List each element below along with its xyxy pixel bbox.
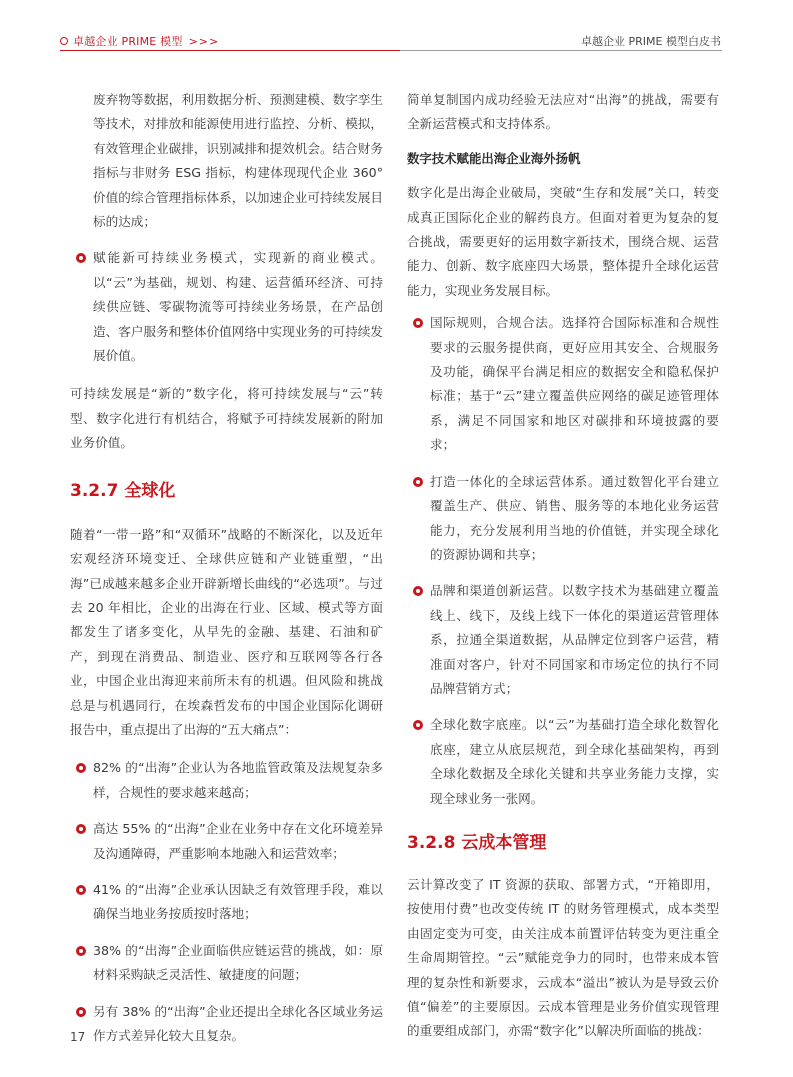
list-item (407, 470, 719, 568)
bullet-text: 赋能新可持续业务模式，实现新的商业模式。以“云”为基础，规划、构建、运营循环经济、可持续供应链、零碳物流等可持续业务场景，在产品创造、客户服务和整体价值网络中实现业务的可持续发展价值。 (93, 250, 383, 364)
list-item (70, 246, 383, 368)
bullet-text: 国际规则，合规合法。选择符合国际标准和合规性要求的云服务提供商，更好应用其安全、合规服务及功能，确保平台满足相应的数据安全和隐私保护标准；基于“云”建立覆盖供应网络的碳足迹管理体系，满足不同国家和地区对碳排和环境披露的要求； (430, 315, 719, 453)
bullet-icon (76, 763, 86, 773)
paragraph: 数字化是出海企业破局，突破“生存和发展”关口，转变成真正国际化企业的解药良方。但面对着更为复杂的复合挑战，需要更好的运用数字新技术，围绕合规、运营能力、创新、数字底座四大场景，整体提升全球化运营能力，实现业务发展目标。 (407, 185, 719, 298)
bullet-text: 另有 38% 的“出海”企业还提出全球化各区域业务运作方式差异化较大且复杂。 (93, 1003, 383, 1043)
bullet-text: 38% 的“出海”企业面临供应链运营的挑战，如：原材料采购缺乏灵活性、敏捷度的问题； (93, 942, 383, 983)
section-heading-cloud-cost: 3.2.8 云成本管理 (407, 832, 547, 853)
bullet-icon (76, 1007, 86, 1017)
list-item (407, 579, 719, 701)
list-item (70, 817, 383, 866)
bullet-icon (413, 720, 423, 730)
header-doc-title: 卓越企业 PRIME 模型白皮书 (581, 35, 721, 48)
bullet-icon (413, 586, 423, 596)
list-item (70, 878, 383, 927)
bullet-text: 废弃物等数据，利用数据分析、预测建模、数字孪生等技术，对排放和能源使用进行监控、分析、模拟，有效管理企业碳排，识别减排和提效机会。结合财务指标与非财务 ESG 指标，构建体现现代企业 360° 价值的综合管理指标体系，以加速企业可持续发展目标的达成； (93, 92, 383, 230)
subsection-heading: 数字技术赋能出海企业海外扬帆 (407, 150, 581, 166)
ring-icon (60, 37, 68, 45)
bullet-icon (413, 318, 423, 328)
bullet-text: 全球化数字底座。以“云”为基础打造全球化数智化底座，建立从底层规范，到全球化基础架构，再到全球化数据及全球化关键和共享业务能力支撑，实现全球业务一张网。 (430, 717, 719, 806)
page-header (0, 0, 793, 50)
paragraph: 云计算改变了 IT 资源的获取、部署方式，“开箱即用，按使用付费”也改变传统 IT 的财务管理模式，成本类型由固定变为可变，由关注成本前置评估转变为更注重全生命周期管控。“云”赋能竞争力的同时，也带来成本管理的复杂性和新要求，云成本“溢出”被认为是导致云价值“偏差”的主要原因。云成本管理是业务价值实现管理的重要组成部门，亦需“数字化”以解决所面临的挑战： (407, 876, 719, 1039)
paragraph: 随着“一带一路”和“双循环”战略的不断深化，以及近年宏观经济环境变迁、全球供应链和产业链重塑，“出海”已成越来越多企业开辟新增长曲线的“必选项”。与过去 20 年相比，企业的出海在行业、区域、模式等方面都发生了诸多变化，从早先的金融、基建、石油和矿产，到现在消费品、制造业、医疗和互联网等各行各业，中国企业出海迎来前所未有的机遇。但风险和挑战总是与机遇同行，在埃森哲发布的中国企业国际化调研报告中，重点提出了出海的“五大痛点”： (70, 526, 383, 737)
bullet-text: 高达 55% 的“出海”企业在业务中存在文化环境差异及沟通障碍，严重影响本地融入和运营效率； (93, 821, 383, 861)
bullet-icon (76, 253, 86, 263)
header-left-text: 卓越企业 PRIME 模型 (73, 35, 183, 48)
header-rule-right (400, 50, 722, 51)
bullet-text: 41% 的“出海”企业承认因缺乏有效管理手段，难以确保当地业务按质按时落地； (93, 881, 383, 922)
list-item (407, 713, 719, 811)
bullet-icon (76, 946, 86, 956)
chevrons-icon: >>> (188, 34, 220, 48)
bullet-text: 品牌和渠道创新运营。以数字技术为基础建立覆盖线上、线下，及线上线下一体化的渠道运营管理体系，拉通全渠道数据，从品牌定位到客户运营，精准面对客户，针对不同国家和市场定位的执行不同品牌营销方式； (430, 583, 719, 696)
header-section-title (60, 33, 219, 49)
list-item (70, 88, 383, 234)
bullet-text: 打造一体化的全球运营体系。通过数智化平台建立覆盖生产、供应、销售、服务等的本地化业务运营能力，充分发展利用当地的价值链，并实现全球化的资源协调和共享； (430, 473, 719, 562)
list-item (407, 311, 719, 457)
bullet-icon (413, 477, 423, 487)
bullet-icon (76, 824, 86, 834)
paragraph: 简单复制国内成功经验无法应对“出海”的挑战，需要有全新运营模式和支持体系。 (407, 92, 719, 132)
left-column (70, 88, 383, 1048)
page-number: 17 (70, 1030, 86, 1044)
paragraph: 可持续发展是“新的”数字化，将可持续发展与“云”转型、数字化进行有机结合，将赋予可持续发展新的附加业务价值。 (70, 386, 383, 451)
bullet-icon (76, 885, 86, 895)
section-heading-global: 3.2.7 全球化 (70, 480, 176, 501)
list-item (70, 939, 383, 988)
list-item (70, 756, 383, 805)
list-item (70, 1000, 383, 1049)
bullet-text: 82% 的“出海”企业认为各地监管政策及法规复杂多样，合规性的要求越来越高； (93, 760, 383, 800)
right-column (407, 88, 719, 1044)
